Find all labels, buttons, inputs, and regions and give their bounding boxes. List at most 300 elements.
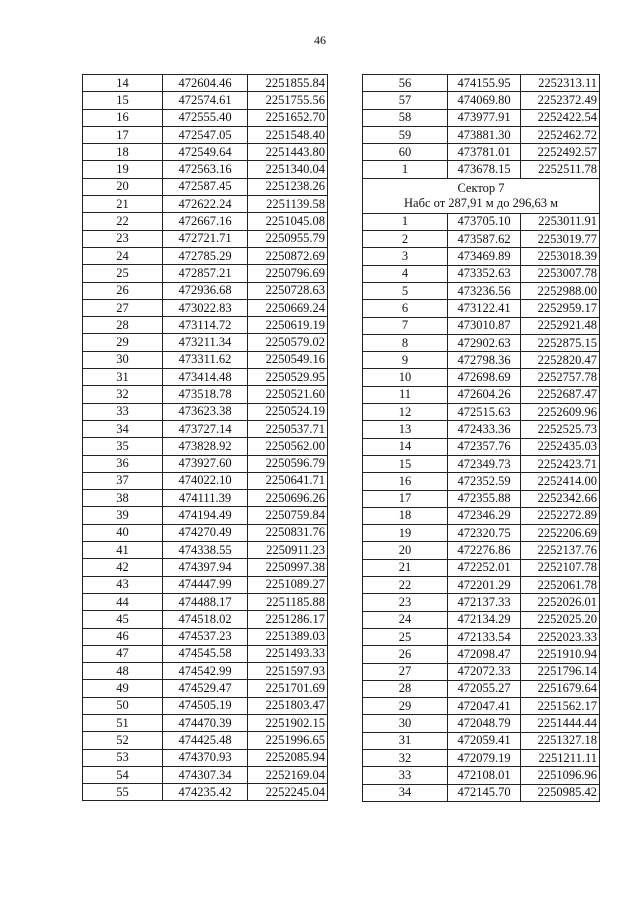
y-coordinate-cell: 2250997.38 [248,559,328,576]
x-coordinate-cell: 473623.38 [163,403,248,420]
y-coordinate-cell: 2252372.49 [521,92,600,109]
x-coordinate-cell: 473022.83 [163,299,248,316]
point-number-cell: 1 [363,213,448,230]
y-coordinate-cell: 2251562.17 [521,698,600,715]
y-coordinate-cell: 2252342.66 [521,490,600,507]
x-coordinate-cell: 473518.78 [163,386,248,403]
x-coordinate-cell: 472349.73 [448,455,521,472]
y-coordinate-cell: 2252169.04 [248,766,328,783]
y-coordinate-cell: 2251597.93 [248,663,328,680]
y-coordinate-cell: 2252820.47 [521,352,600,369]
y-coordinate-cell: 2252757.78 [521,369,600,386]
x-coordinate-cell: 472563.16 [163,161,248,178]
point-number-cell: 44 [83,593,163,610]
table-row [363,161,600,178]
x-coordinate-cell: 472108.01 [448,767,521,784]
x-coordinate-cell: 473311.62 [163,351,248,368]
table-row [363,715,600,732]
x-coordinate-cell: 473587.62 [448,231,521,248]
x-coordinate-cell: 473211.34 [163,334,248,351]
y-coordinate-cell: 2252245.04 [248,784,328,801]
table-row [83,230,328,247]
point-number-cell: 6 [363,300,448,317]
point-number-cell: 36 [83,455,163,472]
x-coordinate-cell: 472059.41 [448,732,521,749]
point-number-cell: 49 [83,680,163,697]
table-row [83,282,328,299]
point-number-cell: 46 [83,628,163,645]
coordinates-table-right-top-body [363,75,600,179]
y-coordinate-cell: 2250524.19 [248,403,328,420]
point-number-cell: 13 [363,421,448,438]
y-coordinate-cell: 2251139.58 [248,196,328,213]
table-row [363,473,600,490]
table-row [83,663,328,680]
x-coordinate-cell: 472622.24 [163,196,248,213]
point-number-cell: 26 [363,646,448,663]
point-number-cell: 42 [83,559,163,576]
x-coordinate-cell: 472604.26 [448,386,521,403]
x-coordinate-cell: 472857.21 [163,265,248,282]
table-row [83,507,328,524]
y-coordinate-cell: 2250728.63 [248,282,328,299]
table-row [83,455,328,472]
point-number-cell: 14 [83,75,163,92]
table-row [363,109,600,126]
coordinates-table-right-bottom-body [363,213,600,801]
point-number-cell: 24 [83,247,163,264]
point-number-cell: 32 [83,386,163,403]
table-row [363,698,600,715]
table-row [83,438,328,455]
x-coordinate-cell: 472433.36 [448,421,521,438]
table-row [83,386,328,403]
point-number-cell: 17 [363,490,448,507]
point-number-cell: 53 [83,749,163,766]
point-number-cell: 38 [83,490,163,507]
x-coordinate-cell: 472574.61 [163,92,248,109]
x-coordinate-cell: 473122.41 [448,300,521,317]
point-number-cell: 3 [363,248,448,265]
point-number-cell: 20 [83,178,163,195]
x-coordinate-cell: 473781.01 [448,144,521,161]
x-coordinate-cell: 472604.46 [163,75,248,92]
x-coordinate-cell: 474425.48 [163,732,248,749]
table-row [83,732,328,749]
point-number-cell: 50 [83,697,163,714]
table-row [363,231,600,248]
x-coordinate-cell: 474470.39 [163,714,248,731]
table-row [363,767,600,784]
point-number-cell: 26 [83,282,163,299]
y-coordinate-cell: 2251855.84 [248,75,328,92]
sector-header [363,178,600,213]
y-coordinate-cell: 2252026.01 [521,594,600,611]
point-number-cell: 24 [363,611,448,628]
x-coordinate-cell: 472352.59 [448,473,521,490]
point-number-cell: 59 [363,126,448,143]
x-coordinate-cell: 474447.99 [163,576,248,593]
table-row [363,334,600,351]
y-coordinate-cell: 2251340.04 [248,161,328,178]
point-number-cell: 19 [83,161,163,178]
point-number-cell: 10 [363,369,448,386]
point-number-cell: 12 [363,404,448,421]
y-coordinate-cell: 2250911.23 [248,542,328,559]
table-row [83,524,328,541]
y-coordinate-cell: 2251910.94 [521,646,600,663]
table-row [83,369,328,386]
table-row [363,75,600,92]
y-coordinate-cell: 2252025.20 [521,611,600,628]
table-row [83,247,328,264]
x-coordinate-cell: 472902.63 [448,334,521,351]
y-coordinate-cell: 2251238.26 [248,178,328,195]
table-row [83,196,328,213]
y-coordinate-cell: 2251803.47 [248,697,328,714]
table-row [363,352,600,369]
table-row [363,92,600,109]
y-coordinate-cell: 2252414.00 [521,473,600,490]
x-coordinate-cell: 473114.72 [163,317,248,334]
x-coordinate-cell: 472098.47 [448,646,521,663]
point-number-cell: 32 [363,749,448,766]
table-row [83,559,328,576]
table-row [83,749,328,766]
table-row [83,420,328,437]
y-coordinate-cell: 2250872.69 [248,247,328,264]
y-coordinate-cell: 2252422.54 [521,109,600,126]
point-number-cell: 25 [83,265,163,282]
y-coordinate-cell: 2251286.17 [248,611,328,628]
x-coordinate-cell: 474235.42 [163,784,248,801]
table-row [83,403,328,420]
table-row [363,680,600,697]
x-coordinate-cell: 472201.29 [448,577,521,594]
table-row [83,472,328,489]
point-number-cell: 5 [363,282,448,299]
y-coordinate-cell: 2250796.69 [248,265,328,282]
x-coordinate-cell: 474542.99 [163,663,248,680]
y-coordinate-cell: 2250562.00 [248,438,328,455]
y-coordinate-cell: 2252061.78 [521,577,600,594]
point-number-cell: 27 [83,299,163,316]
y-coordinate-cell: 2250596.79 [248,455,328,472]
table-row [83,265,328,282]
x-coordinate-cell: 474370.93 [163,749,248,766]
point-number-cell: 34 [363,784,448,801]
y-coordinate-cell: 2250619.19 [248,317,328,334]
y-coordinate-cell: 2252137.76 [521,542,600,559]
x-coordinate-cell: 474397.94 [163,559,248,576]
y-coordinate-cell: 2252988.00 [521,282,600,299]
table-row [83,126,328,143]
point-number-cell: 18 [83,144,163,161]
table-row [83,161,328,178]
table-row [83,593,328,610]
y-coordinate-cell: 2252959.17 [521,300,600,317]
x-coordinate-cell: 474307.34 [163,766,248,783]
x-coordinate-cell: 474518.02 [163,611,248,628]
y-coordinate-cell: 2253018.39 [521,248,600,265]
y-coordinate-cell: 2250669.24 [248,299,328,316]
x-coordinate-cell: 472357.76 [448,438,521,455]
point-number-cell: 55 [83,784,163,801]
x-coordinate-cell: 473469.89 [448,248,521,265]
table-row [363,507,600,524]
table-row [363,248,600,265]
table-row [83,109,328,126]
y-coordinate-cell: 2251185.88 [248,593,328,610]
table-row [83,611,328,628]
y-coordinate-cell: 2251679.64 [521,680,600,697]
table-row [363,732,600,749]
table-row [363,784,600,801]
x-coordinate-cell: 472252.01 [448,559,521,576]
sector-height-range: Набс от 287,91 м до 296,63 м [404,195,558,210]
table-row [363,559,600,576]
y-coordinate-cell: 2252313.11 [521,75,600,92]
y-coordinate-cell: 2253011.91 [521,213,600,230]
coordinates-table-left-body [83,75,328,801]
point-number-cell: 43 [83,576,163,593]
page-number: 46 [314,33,326,47]
x-coordinate-cell: 473678.15 [448,161,521,178]
point-number-cell: 30 [83,351,163,368]
point-number-cell: 37 [83,472,163,489]
point-number-cell: 52 [83,732,163,749]
y-coordinate-cell: 2251493.33 [248,645,328,662]
point-number-cell: 60 [363,144,448,161]
y-coordinate-cell: 2251755.56 [248,92,328,109]
table-row [363,594,600,611]
coordinates-table-right [362,74,600,802]
x-coordinate-cell: 472667.16 [163,213,248,230]
x-coordinate-cell: 472145.70 [448,784,521,801]
y-coordinate-cell: 2251089.27 [248,576,328,593]
point-number-cell: 41 [83,542,163,559]
x-coordinate-cell: 472785.29 [163,247,248,264]
x-coordinate-cell: 474111.39 [163,490,248,507]
table-row [83,92,328,109]
y-coordinate-cell: 2252272.89 [521,507,600,524]
point-number-cell: 35 [83,438,163,455]
point-number-cell: 8 [363,334,448,351]
x-coordinate-cell: 472055.27 [448,680,521,697]
y-coordinate-cell: 2252462.72 [521,126,600,143]
x-coordinate-cell: 473828.92 [163,438,248,455]
table-row [363,525,600,542]
point-number-cell: 33 [363,767,448,784]
x-coordinate-cell: 472798.36 [448,352,521,369]
point-number-cell: 16 [83,109,163,126]
point-number-cell: 47 [83,645,163,662]
x-coordinate-cell: 474338.55 [163,542,248,559]
point-number-cell: 21 [363,559,448,576]
sector-title: Сектор 7 [457,180,505,195]
y-coordinate-cell: 2251996.65 [248,732,328,749]
x-coordinate-cell: 474069.80 [448,92,521,109]
y-coordinate-cell: 2252085.94 [248,749,328,766]
table-row [363,577,600,594]
x-coordinate-cell: 472134.29 [448,611,521,628]
table-row [83,334,328,351]
y-coordinate-cell: 2252435.03 [521,438,600,455]
table-row [83,714,328,731]
y-coordinate-cell: 2250955.79 [248,230,328,247]
y-coordinate-cell: 2250831.76 [248,524,328,541]
x-coordinate-cell: 472079.19 [448,749,521,766]
y-coordinate-cell: 2251902.15 [248,714,328,731]
y-coordinate-cell: 2252492.57 [521,144,600,161]
point-number-cell: 21 [83,196,163,213]
x-coordinate-cell: 472047.41 [448,698,521,715]
point-number-cell: 33 [83,403,163,420]
y-coordinate-cell: 2251045.08 [248,213,328,230]
point-number-cell: 19 [363,525,448,542]
point-number-cell: 45 [83,611,163,628]
y-coordinate-cell: 2251327.18 [521,732,600,749]
table-row [363,282,600,299]
x-coordinate-cell: 473352.63 [448,265,521,282]
point-number-cell: 23 [363,594,448,611]
y-coordinate-cell: 2251701.69 [248,680,328,697]
table-row [83,784,328,801]
table-row [83,75,328,92]
x-coordinate-cell: 472515.63 [448,404,521,421]
x-coordinate-cell: 472048.79 [448,715,521,732]
y-coordinate-cell: 2252511.78 [521,161,600,178]
point-number-cell: 15 [363,455,448,472]
y-coordinate-cell: 2250696.26 [248,490,328,507]
x-coordinate-cell: 473236.56 [448,282,521,299]
table-row [363,386,600,403]
point-number-cell: 11 [363,386,448,403]
table-row [363,455,600,472]
x-coordinate-cell: 473977.91 [448,109,521,126]
x-coordinate-cell: 472547.05 [163,126,248,143]
table-row [83,213,328,230]
x-coordinate-cell: 474545.58 [163,645,248,662]
point-number-cell: 34 [83,420,163,437]
y-coordinate-cell: 2252023.33 [521,628,600,645]
point-number-cell: 2 [363,231,448,248]
x-coordinate-cell: 473414.48 [163,369,248,386]
y-coordinate-cell: 2252107.78 [521,559,600,576]
point-number-cell: 29 [363,698,448,715]
table-row [363,404,600,421]
point-number-cell: 56 [363,75,448,92]
table-row [363,749,600,766]
point-number-cell: 39 [83,507,163,524]
table-row [83,697,328,714]
point-number-cell: 31 [83,369,163,386]
y-coordinate-cell: 2252921.48 [521,317,600,334]
point-number-cell: 29 [83,334,163,351]
point-number-cell: 54 [83,766,163,783]
x-coordinate-cell: 473881.30 [448,126,521,143]
x-coordinate-cell: 474488.17 [163,593,248,610]
table-row [363,317,600,334]
x-coordinate-cell: 473927.60 [163,455,248,472]
sector-header-row [363,178,600,213]
table-row [363,438,600,455]
point-number-cell: 22 [83,213,163,230]
point-number-cell: 58 [363,109,448,126]
x-coordinate-cell: 473010.87 [448,317,521,334]
table-row [363,542,600,559]
y-coordinate-cell: 2251548.40 [248,126,328,143]
table-row [83,766,328,783]
table-row [83,680,328,697]
x-coordinate-cell: 474537.23 [163,628,248,645]
table-row [83,317,328,334]
y-coordinate-cell: 2250549.16 [248,351,328,368]
y-coordinate-cell: 2252206.69 [521,525,600,542]
y-coordinate-cell: 2253007.78 [521,265,600,282]
sector-header-group [363,178,600,213]
point-number-cell: 30 [363,715,448,732]
table-row [83,299,328,316]
x-coordinate-cell: 472936.68 [163,282,248,299]
table-row [363,663,600,680]
y-coordinate-cell: 2250579.02 [248,334,328,351]
table-row [363,490,600,507]
table-row [363,611,600,628]
x-coordinate-cell: 474194.49 [163,507,248,524]
y-coordinate-cell: 2252875.15 [521,334,600,351]
x-coordinate-cell: 472355.88 [448,490,521,507]
x-coordinate-cell: 472320.75 [448,525,521,542]
table-row [363,421,600,438]
x-coordinate-cell: 474505.19 [163,697,248,714]
y-coordinate-cell: 2250521.60 [248,386,328,403]
point-number-cell: 23 [83,230,163,247]
point-number-cell: 9 [363,352,448,369]
table-row [83,645,328,662]
point-number-cell: 57 [363,92,448,109]
y-coordinate-cell: 2250759.84 [248,507,328,524]
point-number-cell: 31 [363,732,448,749]
x-coordinate-cell: 472137.33 [448,594,521,611]
y-coordinate-cell: 2251389.03 [248,628,328,645]
x-coordinate-cell: 472721.71 [163,230,248,247]
x-coordinate-cell: 472133.54 [448,628,521,645]
point-number-cell: 18 [363,507,448,524]
y-coordinate-cell: 2252609.96 [521,404,600,421]
point-number-cell: 20 [363,542,448,559]
table-row [83,628,328,645]
table-row [363,646,600,663]
y-coordinate-cell: 2250641.71 [248,472,328,489]
y-coordinate-cell: 2251652.70 [248,109,328,126]
y-coordinate-cell: 2250985.42 [521,784,600,801]
y-coordinate-cell: 2252525.73 [521,421,600,438]
y-coordinate-cell: 2251444.44 [521,715,600,732]
x-coordinate-cell: 474529.47 [163,680,248,697]
x-coordinate-cell: 472698.69 [448,369,521,386]
point-number-cell: 22 [363,577,448,594]
point-number-cell: 4 [363,265,448,282]
y-coordinate-cell: 2253019.77 [521,231,600,248]
x-coordinate-cell: 474022.10 [163,472,248,489]
table-row [83,144,328,161]
table-row [83,178,328,195]
point-number-cell: 14 [363,438,448,455]
x-coordinate-cell: 472555.40 [163,109,248,126]
point-number-cell: 28 [363,680,448,697]
table-row [363,144,600,161]
